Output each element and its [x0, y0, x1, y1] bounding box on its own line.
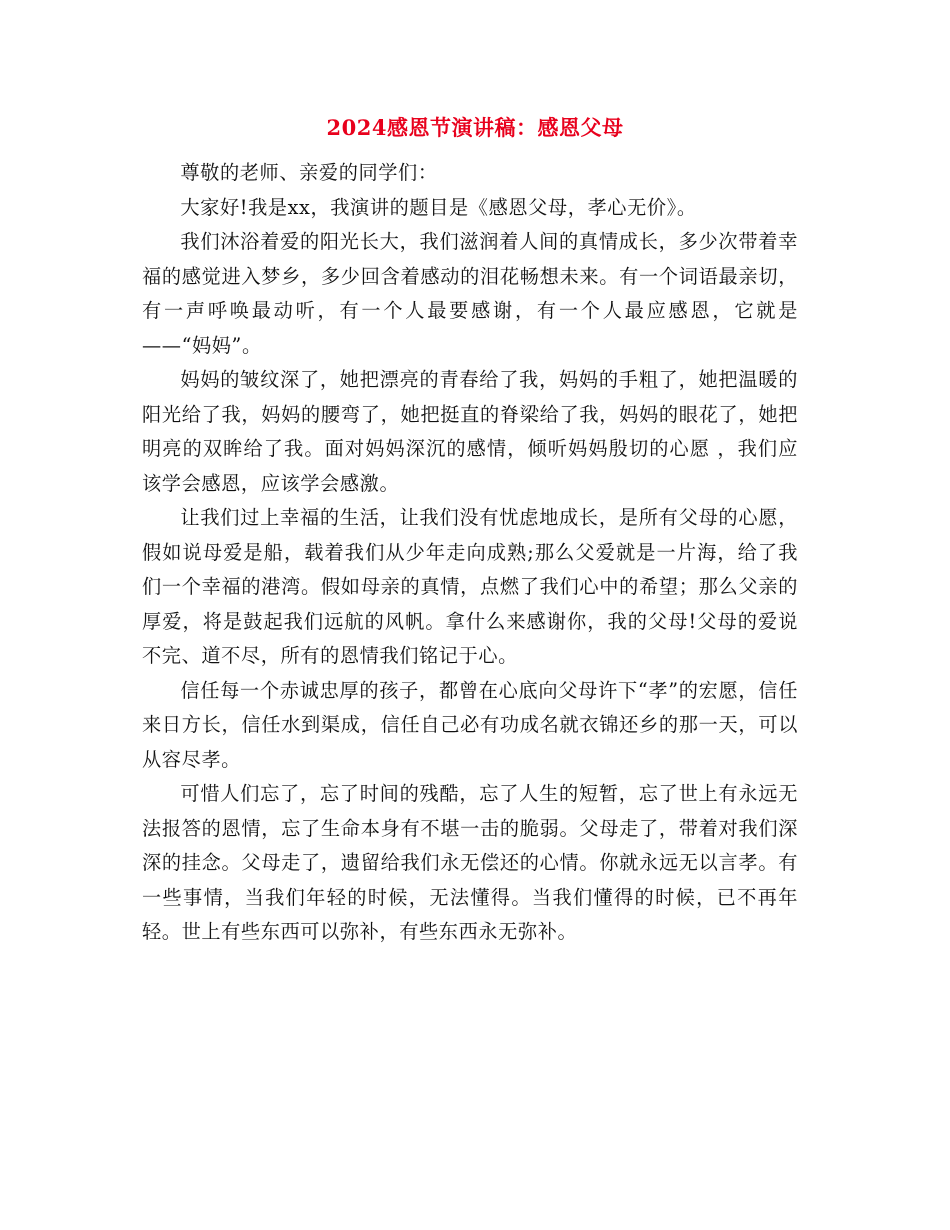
paragraph-greeting: 大家好!我是xx，我演讲的题目是《感恩父母，孝心无价》。 — [180, 195, 697, 219]
paragraph-parents-love: 让我们过上幸福的生活，让我们没有忧虑地成长，是所有父母的心愿，假如说母爱是船，载着我们从少年走向成熟;那么父爱就是一片海，给了我们一个幸福的港湾。假如母亲的真情，点燃了我们心中的希望；那么父亲的厚爱，将是鼓起我们远航的风帆。拿什么来感谢你，我的父母!父母的爱说不完、道不尽，所有的恩情我们铭记于心。 — [142, 506, 798, 667]
paragraph-mother-sacrifice: 妈妈的皱纹深了，她把漂亮的青春给了我，妈妈的手粗了，她把温暖的阳光给了我，妈妈的腰弯了，她把挺直的脊梁给了我，妈妈的眼花了，她把明亮的双眸给了我。面对妈妈深沉的感情，倾听妈妈殷切的心愿 ，我们应该学会感恩，应该学会感激。 — [142, 368, 798, 495]
document-title: 2024感恩节演讲稿：感恩父母 — [326, 115, 624, 140]
paragraph-filial-vow: 信任每一个赤诚忠厚的孩子，都曾在心底向父母许下“孝”的宏愿，信任来日方长，信任水到渠成，信任自己必有功成名就衣锦还乡的那一天，可以从容尽孝。 — [142, 678, 798, 771]
paragraph-salutation: 尊敬的老师、亲爱的同学们： — [180, 161, 438, 184]
document-body — [142, 156, 798, 950]
paragraph-mother-intro: 我们沐浴着爱的阳光长大，我们滋润着人间的真情成长，多少次带着幸福的感觉进入梦乡，多少回含着感动的泪花畅想未来。有一个词语最亲切，有一声呼唤最动听，有一个人最要感谢，有一个人最应感恩，它就是——“妈妈”。 — [142, 230, 798, 357]
paragraph-regret: 可惜人们忘了，忘了时间的残酷，忘了人生的短暂，忘了世上有永远无法报答的恩情，忘了生命本身有不堪一击的脆弱。父母走了，带着对我们深深的挂念。父母走了，遗留给我们永无偿还的心情。你就永远无以言孝。有一些事情，当我们年轻的时候，无法懂得。当我们懂得的时候，已不再年轻。世上有些东西可以弥补，有些东西永无弥补。 — [142, 782, 798, 943]
